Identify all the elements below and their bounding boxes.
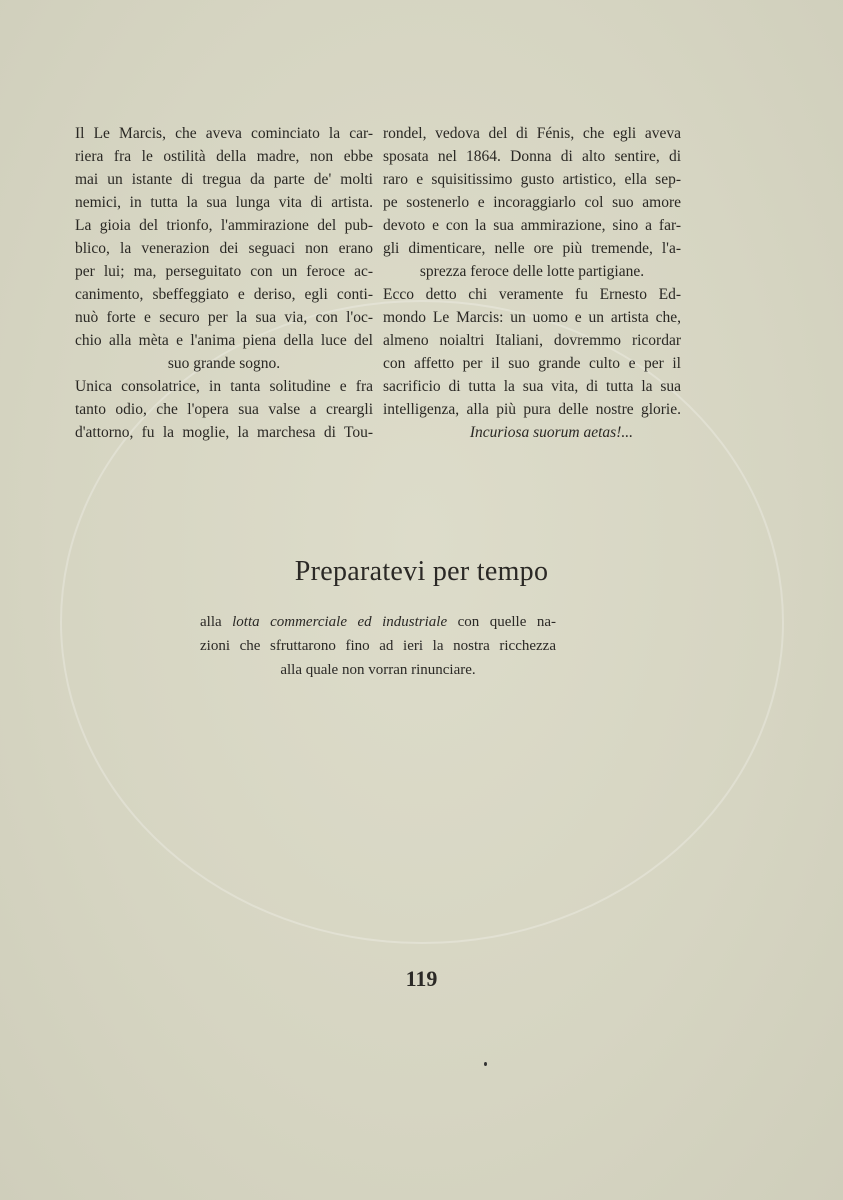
advertisement-line: zioni che sfruttarono fino ad ieri la nostra ricchezza (200, 638, 556, 654)
ink-speck (484, 1062, 487, 1066)
advertisement-body (200, 610, 556, 682)
text-line: gli dimenticare, nelle ore più tremende, l'a- (383, 240, 681, 257)
text-column-left (75, 122, 373, 444)
text-line: con affetto per il suo grande culto e per il (383, 355, 681, 372)
text-fragment: con quelle na- (447, 614, 556, 630)
text-line: d'attorno, fu la moglie, la marchesa di Tou- (75, 424, 373, 441)
text-line: mai un istante di tregua da parte de' molti (75, 171, 373, 188)
text-line: devoto e con la sua ammirazione, sino a far- (383, 217, 681, 234)
text-line: intelligenza, alla più pura delle nostre glorie. (383, 401, 681, 418)
text-line: chio alla mèta e l'anima piena della luce del (75, 332, 373, 349)
italic-phrase: lotta commerciale ed industriale (232, 614, 448, 630)
text-line: per lui; ma, perseguitato con un feroce ac- (75, 263, 373, 280)
text-line: pe sostenerlo e incoraggiarlo col suo amore (383, 194, 681, 211)
text-line: sprezza feroce delle lotte partigiane. (419, 263, 645, 280)
page-number: 119 (405, 966, 438, 991)
advertisement-line (200, 610, 556, 634)
text-line: mondo Le Marcis: un uomo e un artista che, (383, 309, 681, 326)
text-line: sposata nel 1864. Donna di alto sentire, di (383, 148, 681, 165)
text-line: rondel, vedova del di Fénis, che egli aveva (383, 125, 681, 142)
text-line: nuò forte e securo per la sua via, con l'oc- (75, 309, 373, 326)
text-line: suo grande sogno. (167, 355, 281, 372)
text-fragment: alla (200, 614, 233, 630)
text-line: Il Le Marcis, che aveva cominciato la car- (75, 125, 373, 142)
text-line: almeno noialtri Italiani, dovremmo ricordar (383, 332, 681, 349)
text-line: sacrificio di tutta la sua vita, di tutta la sua (383, 378, 681, 395)
text-line: blico, la venerazion dei seguaci non erano (75, 240, 373, 257)
text-line: raro e squisitissimo gusto artistico, ella sep- (383, 171, 681, 188)
text-line: La gioia del trionfo, l'ammirazione del pub- (75, 217, 373, 234)
latin-motto: Incuriosa suorum aetas!... (469, 424, 633, 441)
text-line: riera fra le ostilità della madre, non ebbe (75, 148, 373, 165)
text-line: nemici, in tutta la sua lunga vita di artista. (75, 194, 373, 211)
advertisement-title: Preparatevi per tempo (294, 556, 549, 587)
text-line: canimento, sbeffeggiato e deriso, egli conti- (75, 286, 373, 303)
text-line: Unica consolatrice, in tanta solitudine e fra (75, 378, 373, 395)
text-column-right (383, 122, 681, 444)
text-line: tanto odio, che l'opera sua valse a creargli (75, 401, 373, 418)
advertisement-line: alla quale non vorran rinunciare. (280, 662, 476, 678)
text-line: Ecco detto chi veramente fu Ernesto Ed- (383, 286, 681, 303)
